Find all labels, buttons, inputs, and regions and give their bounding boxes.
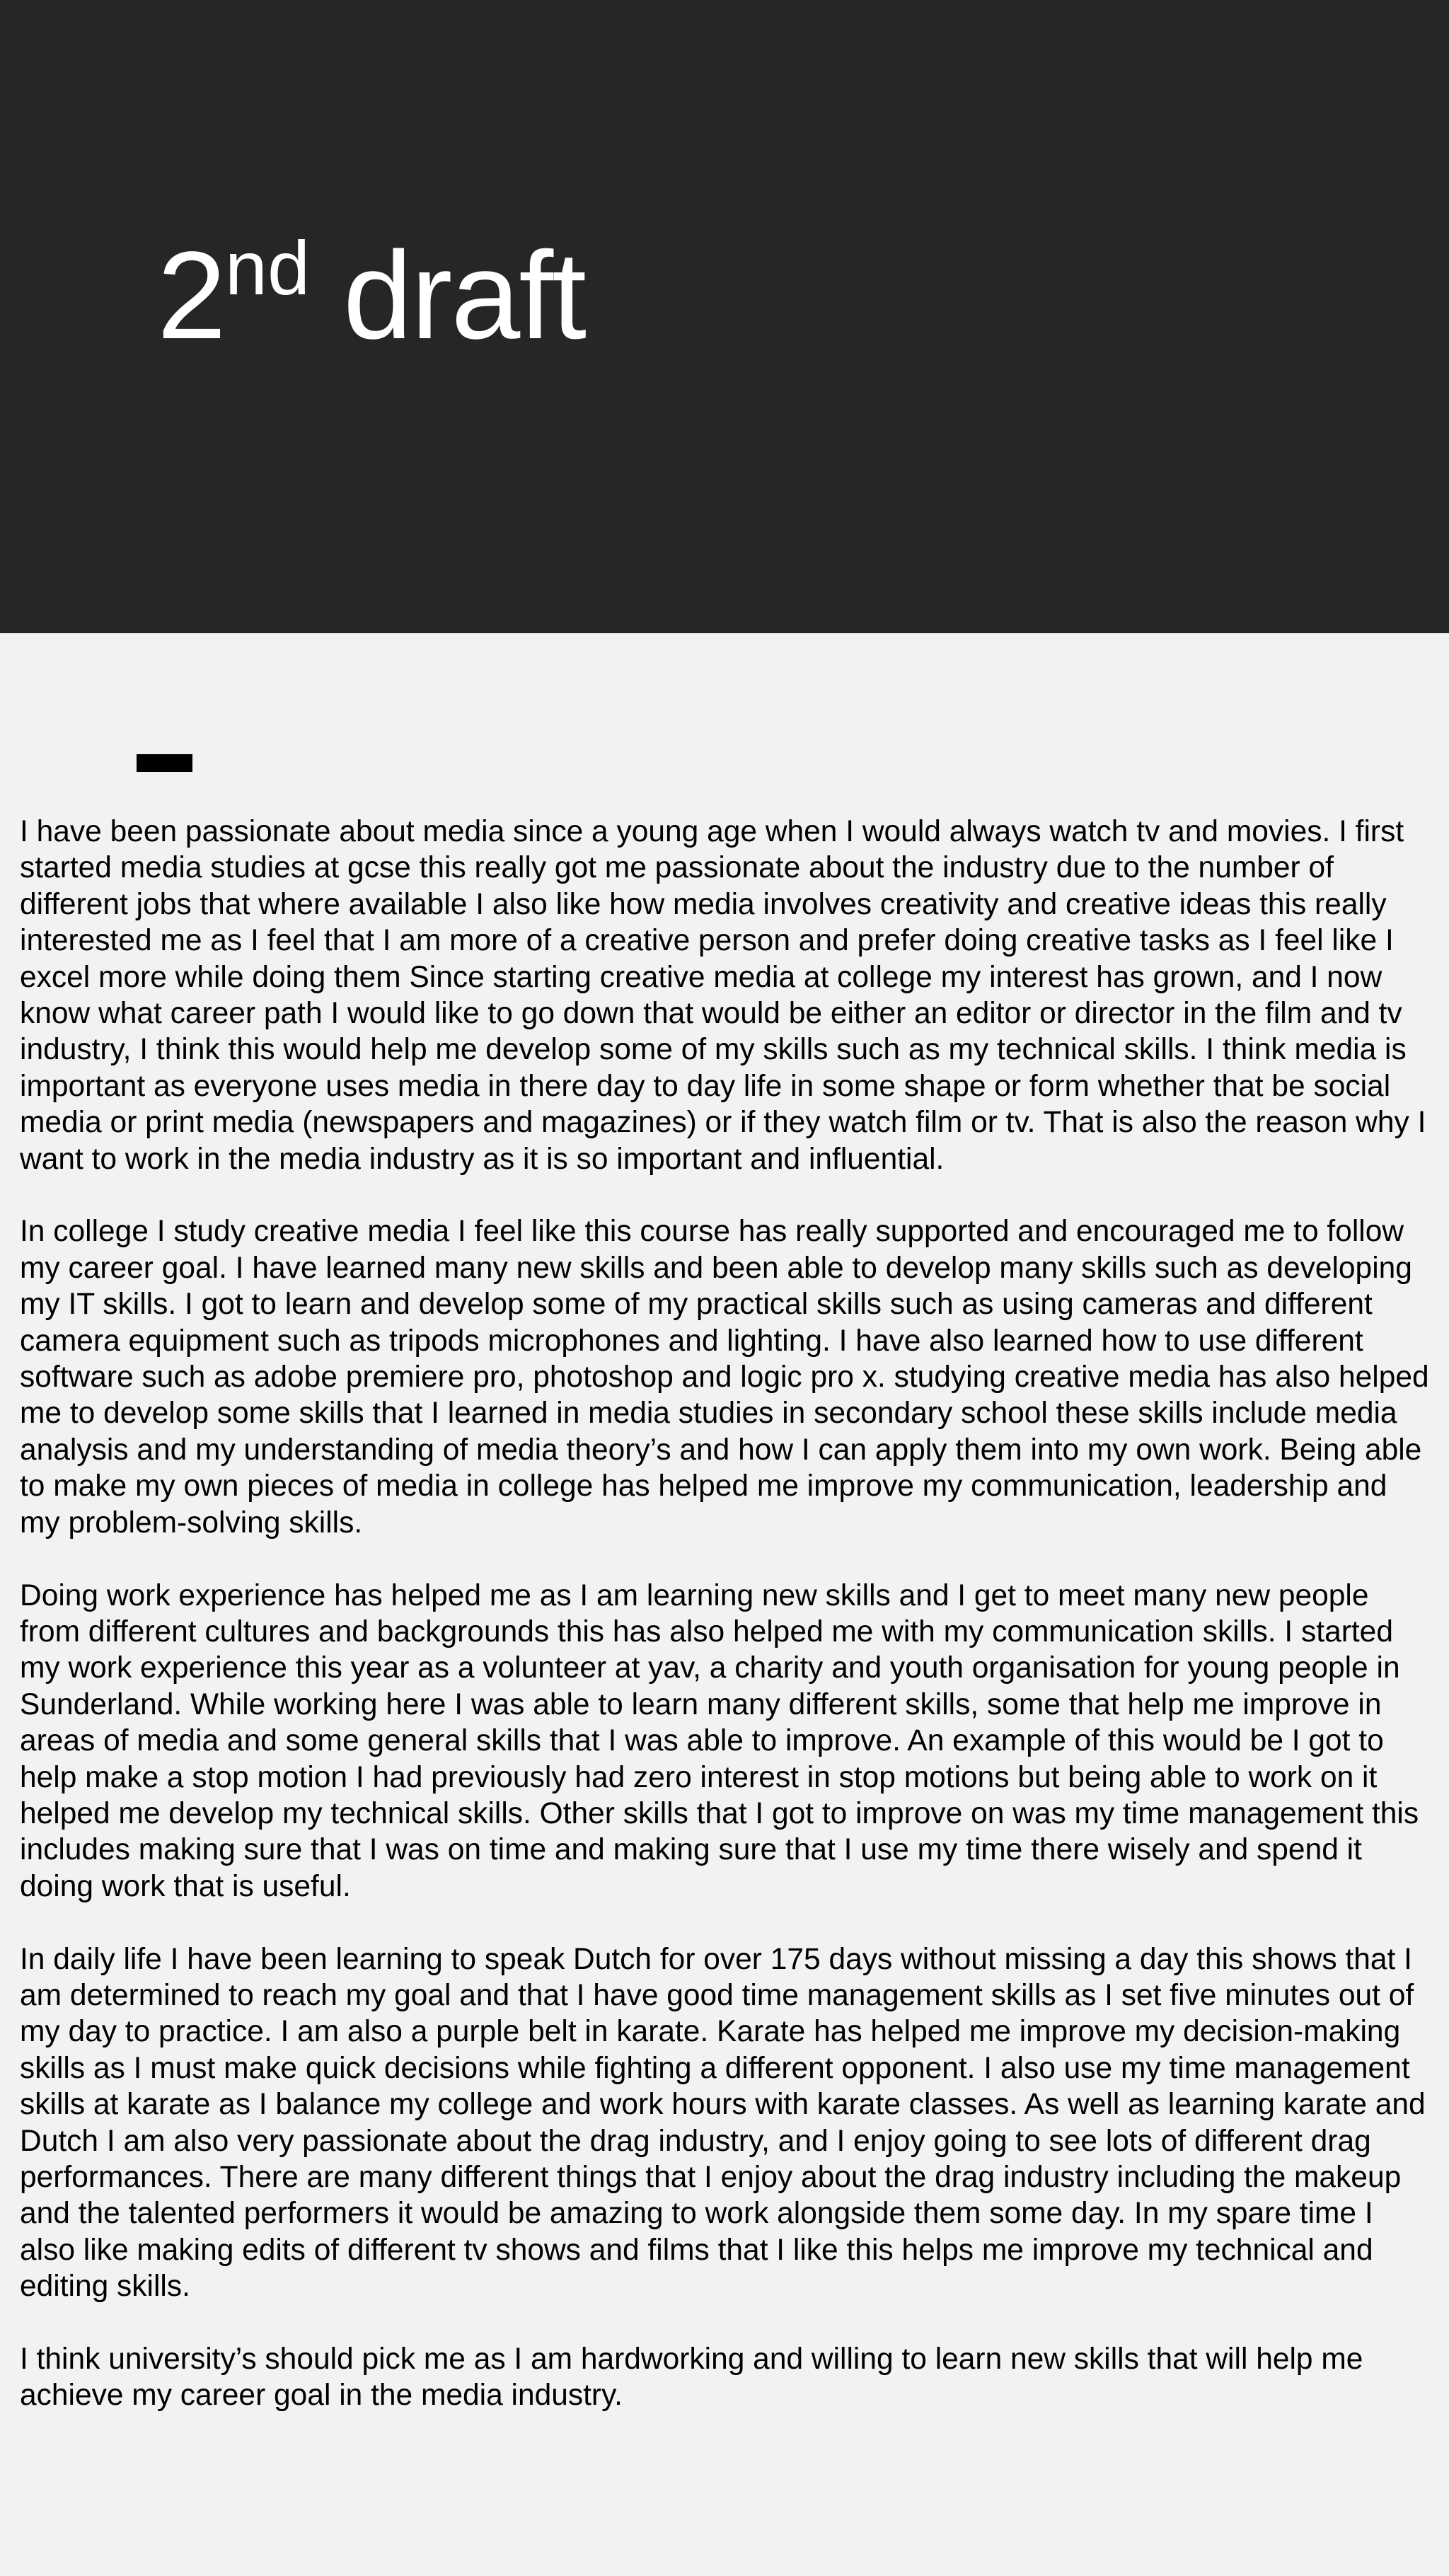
paragraph-work-experience: Doing work experience has helped me as I am learning new skills and I get to meet many new people from different cultures and backgrounds this has also helped me with my communication skills. I started my work experience this year as a volunteer at yav, a charity and youth organisation for young people in Sunderland. While working here I was able to learn many different skills, some that help me improve in areas of media and some general skills that I was able to improve. An example of this would be I got to help make a stop motion I had previously had zero interest in stop motions but being able to work on it helped me develop my technical skills. Other skills that I got to improve on was my time management this includes making sure that I was on time and making sure that I use my time there wisely and spend it doing work that is useful. [20,1578,1419,1903]
paragraph-passion-for-media: I have been passionate about media since a young age when I would always watch tv and movies. I first started media studies at gcse this really got me passionate about the industry due to the number of different jobs that where available I also like how media involves creativity and creative ideas this really interested me as I feel that I am more of a creative person and prefer doing creative tasks as I feel like I excel more while doing them Since starting creative media at college my interest has grown, and I now know what career path I would like to go down that would be either an editor or director in the film and tv industry, I think this would help me develop some of my skills such as my technical skills. I think media is important as everyone uses media in there day to day life in some shape or form whether that be social media or print media (newspapers and magazines) or if they watch film or tv. That is also the reason why I want to work in the media industry as it is so important and influential. [20,815,1426,1176]
title-word: draft [310,226,586,365]
title-number: 2 [157,226,225,365]
paragraph-conclusion: I think university’s should pick me as I am hardworking and willing to learn new skills that will help me achieve my career goal in the media industry. [20,2343,1363,2413]
slide-title [157,225,586,365]
paragraph-daily-life: In daily life I have been learning to speak Dutch for over 175 days without missing a day this shows that I am determined to reach my goal and that I have good time management skills as I set five minutes out of my day to practice. I am also a purple belt in karate. Karate has helped me improve my decision-making skills as I must make quick decisions while fighting a different opponent. I also use my time management skills at karate as I balance my college and work hours with karate classes. As well as learning karate and Dutch I am also very passionate about the drag industry, and I enjoy going to see lots of different drag performances. There are many different things that I enjoy about the drag industry including the makeup and the talented performers it would be amazing to work alongside them some day. In my spare time I also like making edits of different tv shows and films that I like this helps me improve my technical and editing skills. [20,1942,1426,2304]
title-header-band [0,0,1449,633]
personal-statement-body [20,814,1431,2450]
title-ordinal-suffix: nd [224,225,311,311]
paragraph-college-course: In college I study creative media I feel like this course has really supported and encouraged me to follow my career goal. I have learned many new skills and been able to develop many skills such as developing my IT skills. I got to learn and develop some of my practical skills such as using cameras and different camera equipment such as tripods microphones and lighting. I have also learned how to use different software such as adobe premiere pro, photoshop and logic pro x. studying creative media has also helped me to develop some skills that I learned in media studies in secondary school these skills include media analysis and my understanding of media theory’s and how I can apply them into my own work. Being able to make my own pieces of media in college has helped me improve my communication, leadership and my problem-solving skills. [20,1215,1429,1540]
accent-bar [137,754,192,772]
